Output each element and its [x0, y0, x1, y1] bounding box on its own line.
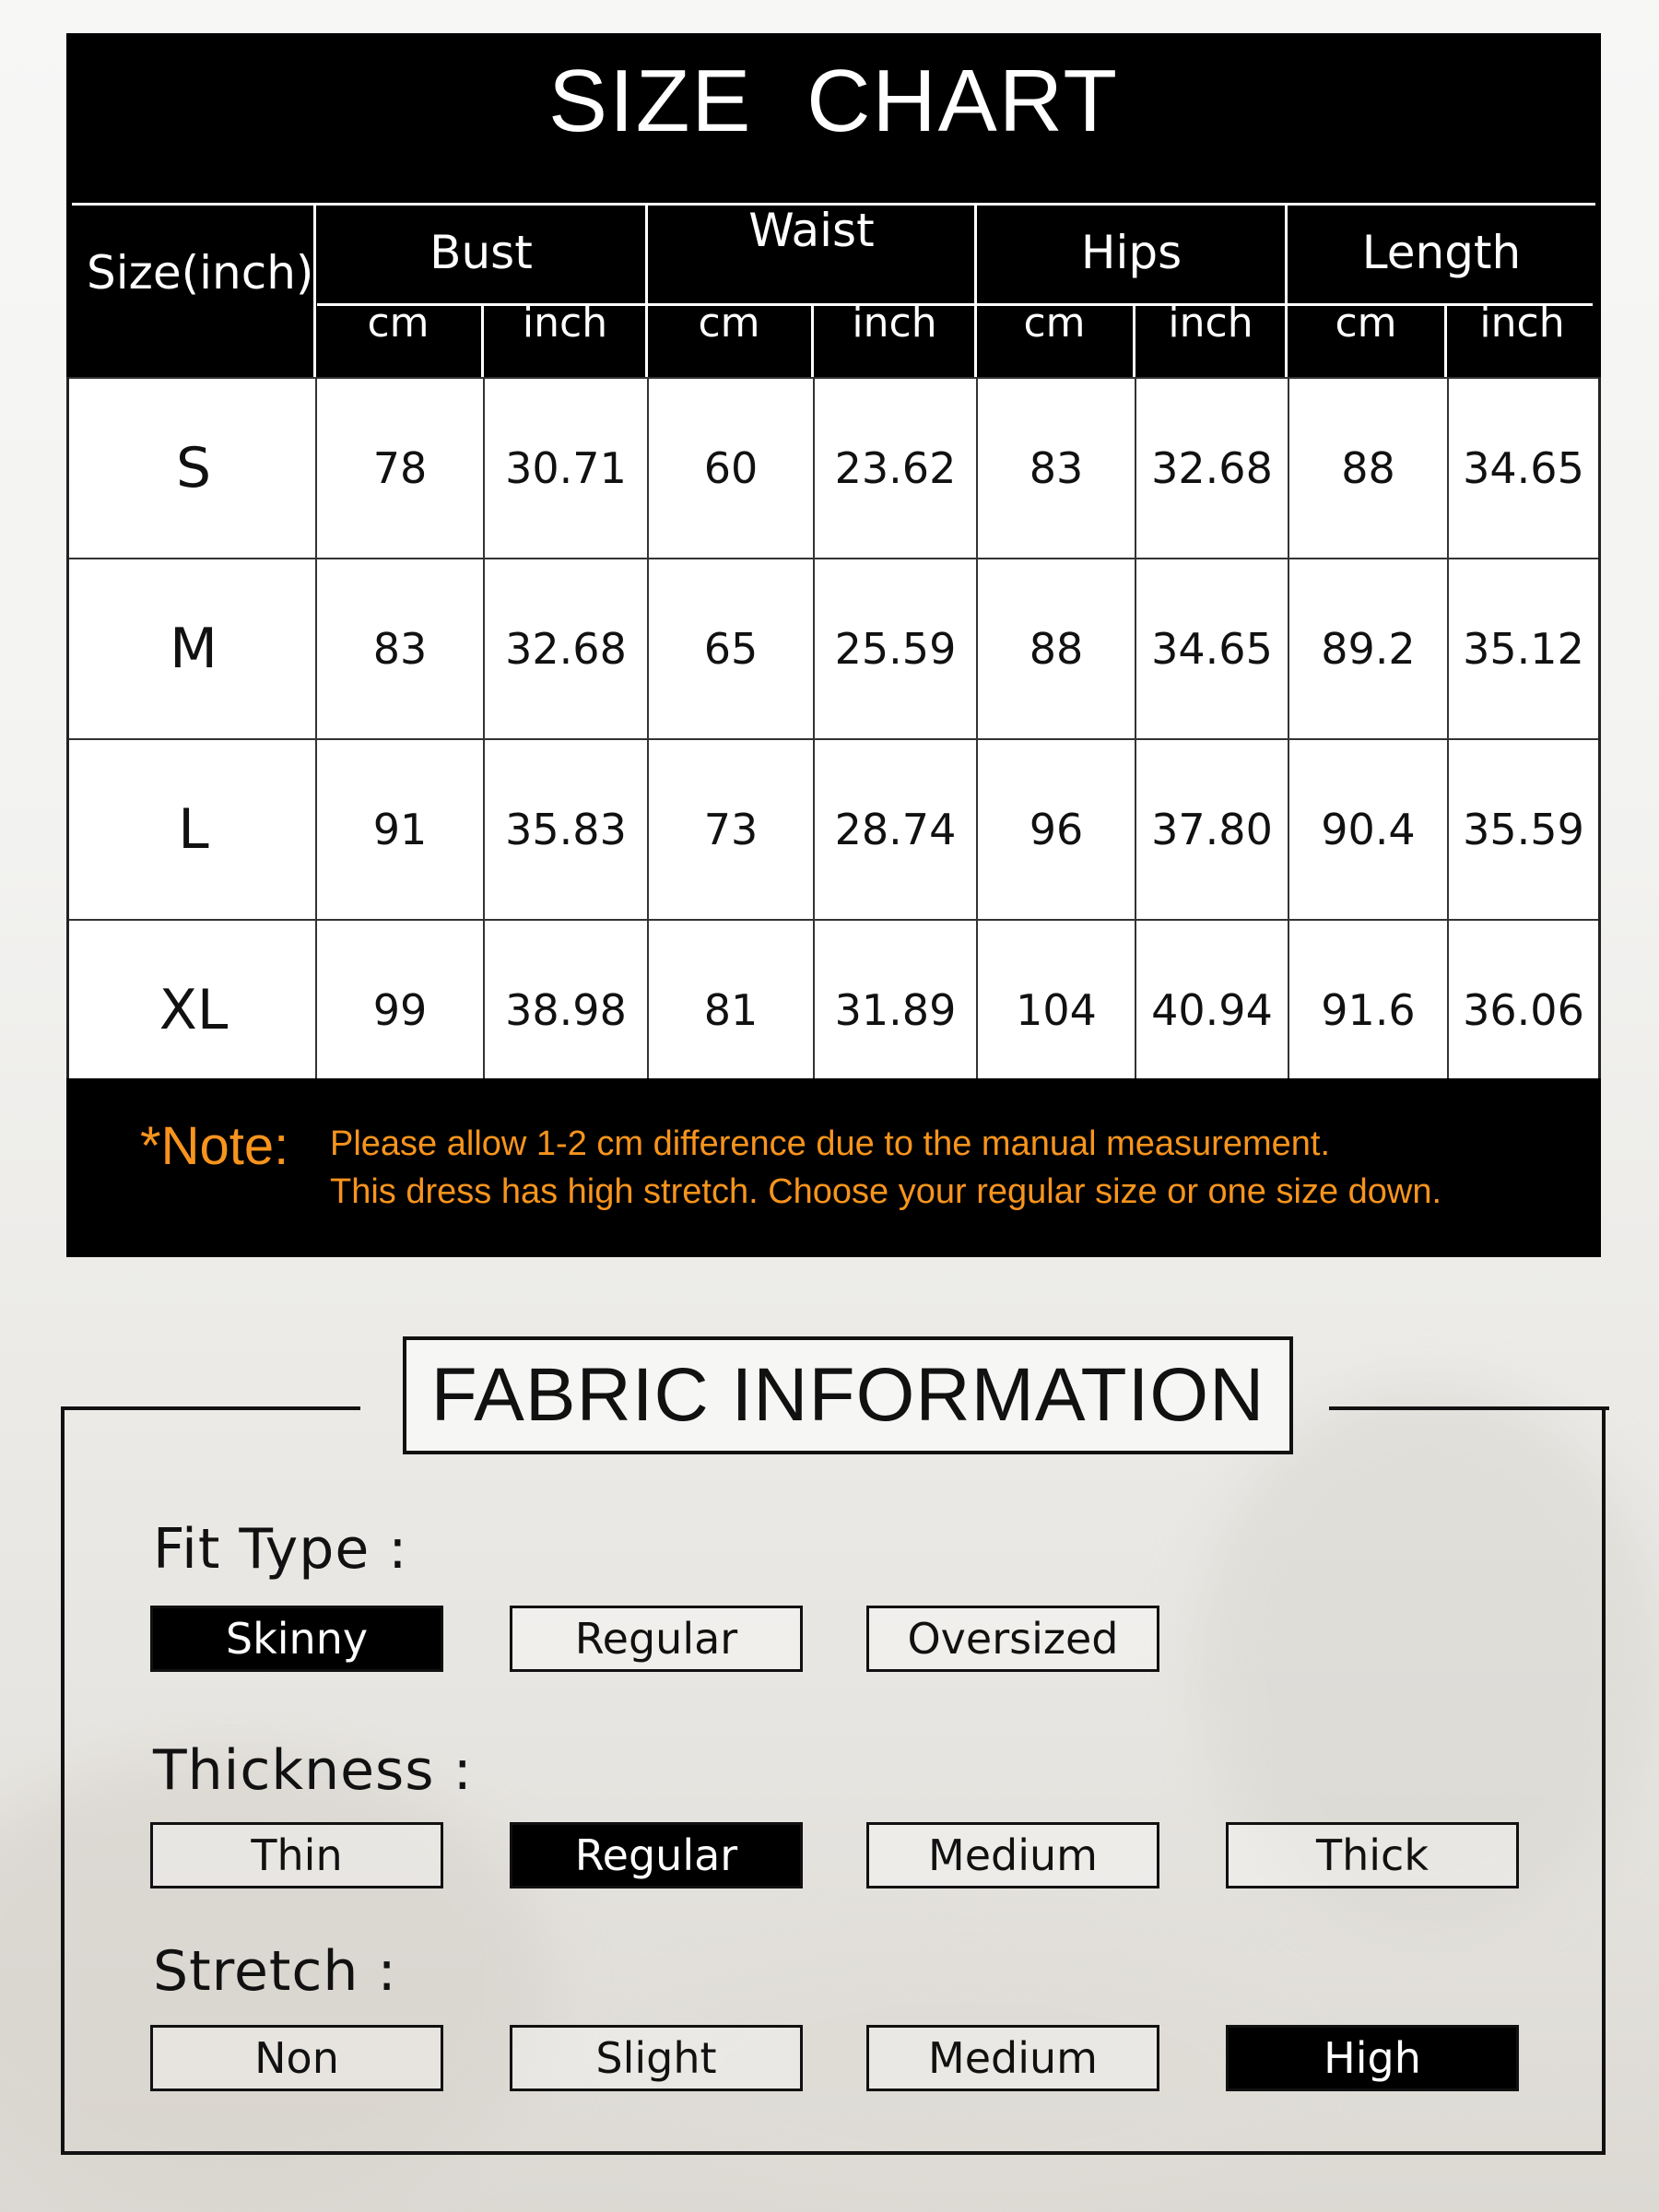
unit-header: cm [1023, 300, 1086, 347]
value-cell: 60 [647, 379, 813, 558]
value-cell: 37.80 [1135, 740, 1288, 919]
stretch-option-non: Non [150, 2025, 443, 2091]
value-cell: 83 [315, 559, 483, 738]
value-cell: 35.83 [483, 740, 647, 919]
value-cell: 32.68 [1135, 379, 1288, 558]
value-cell: 28.74 [813, 740, 976, 919]
unit-header: inch [522, 300, 608, 347]
note-line: Please allow 1-2 cm difference due to the manual measurement. [330, 1124, 1331, 1163]
unit-header: cm [698, 300, 760, 347]
value-cell: 34.65 [1135, 559, 1288, 738]
fit-option-skinny: Skinny [150, 1606, 443, 1672]
size-cell: L [178, 797, 209, 862]
unit-header: inch [852, 300, 937, 347]
bust-header: Bust [429, 226, 533, 279]
value-cell: 34.65 [1447, 379, 1598, 558]
fit-option-oversized: Oversized [866, 1606, 1159, 1672]
stretch-option-medium: Medium [866, 2025, 1159, 2091]
size-cell: M [170, 617, 218, 681]
value-cell: 32.68 [483, 559, 647, 738]
value-cell: 35.12 [1447, 559, 1598, 738]
size-chart-body [66, 377, 1601, 1112]
size-cell: S [175, 436, 212, 500]
value-cell: 90.4 [1288, 740, 1447, 919]
thickness-option-medium: Medium [866, 1822, 1159, 1888]
value-cell: 104 [976, 921, 1135, 1100]
fit-type-label: Fit Type : [153, 1517, 408, 1582]
value-cell: 96 [976, 740, 1135, 919]
value-cell: 81 [647, 921, 813, 1100]
value-cell: 35.59 [1447, 740, 1598, 919]
value-cell: 91.6 [1288, 921, 1447, 1100]
panel-top-border [1329, 1406, 1609, 1410]
value-cell: 23.62 [813, 379, 976, 558]
value-cell: 88 [976, 559, 1135, 738]
waist-header: Waist [748, 204, 875, 257]
value-cell: 99 [315, 921, 483, 1100]
size-chart-header [66, 170, 1601, 377]
thickness-option-regular: Regular [510, 1822, 803, 1888]
size-chart [66, 33, 1601, 1257]
unit-header: cm [1335, 300, 1397, 347]
value-cell: 89.2 [1288, 559, 1447, 738]
size-column-header: Size(inch) [87, 246, 314, 300]
value-cell: 83 [976, 379, 1135, 558]
unit-header: cm [367, 300, 429, 347]
value-cell: 88 [1288, 379, 1447, 558]
size-cell: XL [159, 978, 229, 1042]
size-chart-title-bar [66, 33, 1601, 170]
note-label: *Note: [140, 1116, 289, 1176]
unit-header: inch [1168, 300, 1253, 347]
value-cell: 31.89 [813, 921, 976, 1100]
fabric-info-title: FABRIC INFORMATION [403, 1336, 1293, 1454]
panel-top-border [61, 1406, 360, 1410]
value-cell: 65 [647, 559, 813, 738]
value-cell: 40.94 [1135, 921, 1288, 1100]
value-cell: 78 [315, 379, 483, 558]
value-cell: 38.98 [483, 921, 647, 1100]
thickness-label: Thickness : [153, 1738, 473, 1803]
length-header: Length [1361, 226, 1522, 279]
table-row [69, 738, 1598, 919]
thickness-option-thin: Thin [150, 1822, 443, 1888]
thickness-option-thick: Thick [1226, 1822, 1519, 1888]
stretch-option-slight: Slight [510, 2025, 803, 2091]
fit-option-regular: Regular [510, 1606, 803, 1672]
note-bar [66, 1078, 1601, 1257]
value-cell: 91 [315, 740, 483, 919]
table-row [69, 558, 1598, 738]
stretch-label: Stretch : [153, 1939, 397, 2004]
size-chart-title: SIZE CHART [548, 52, 1119, 150]
hips-header: Hips [1080, 226, 1182, 279]
table-row [69, 377, 1598, 558]
stretch-option-high: High [1226, 2025, 1519, 2091]
value-cell: 73 [647, 740, 813, 919]
value-cell: 25.59 [813, 559, 976, 738]
unit-header: inch [1479, 300, 1565, 347]
value-cell: 36.06 [1447, 921, 1598, 1100]
note-line: This dress has high stretch. Choose your regular size or one size down. [330, 1172, 1442, 1211]
value-cell: 30.71 [483, 379, 647, 558]
